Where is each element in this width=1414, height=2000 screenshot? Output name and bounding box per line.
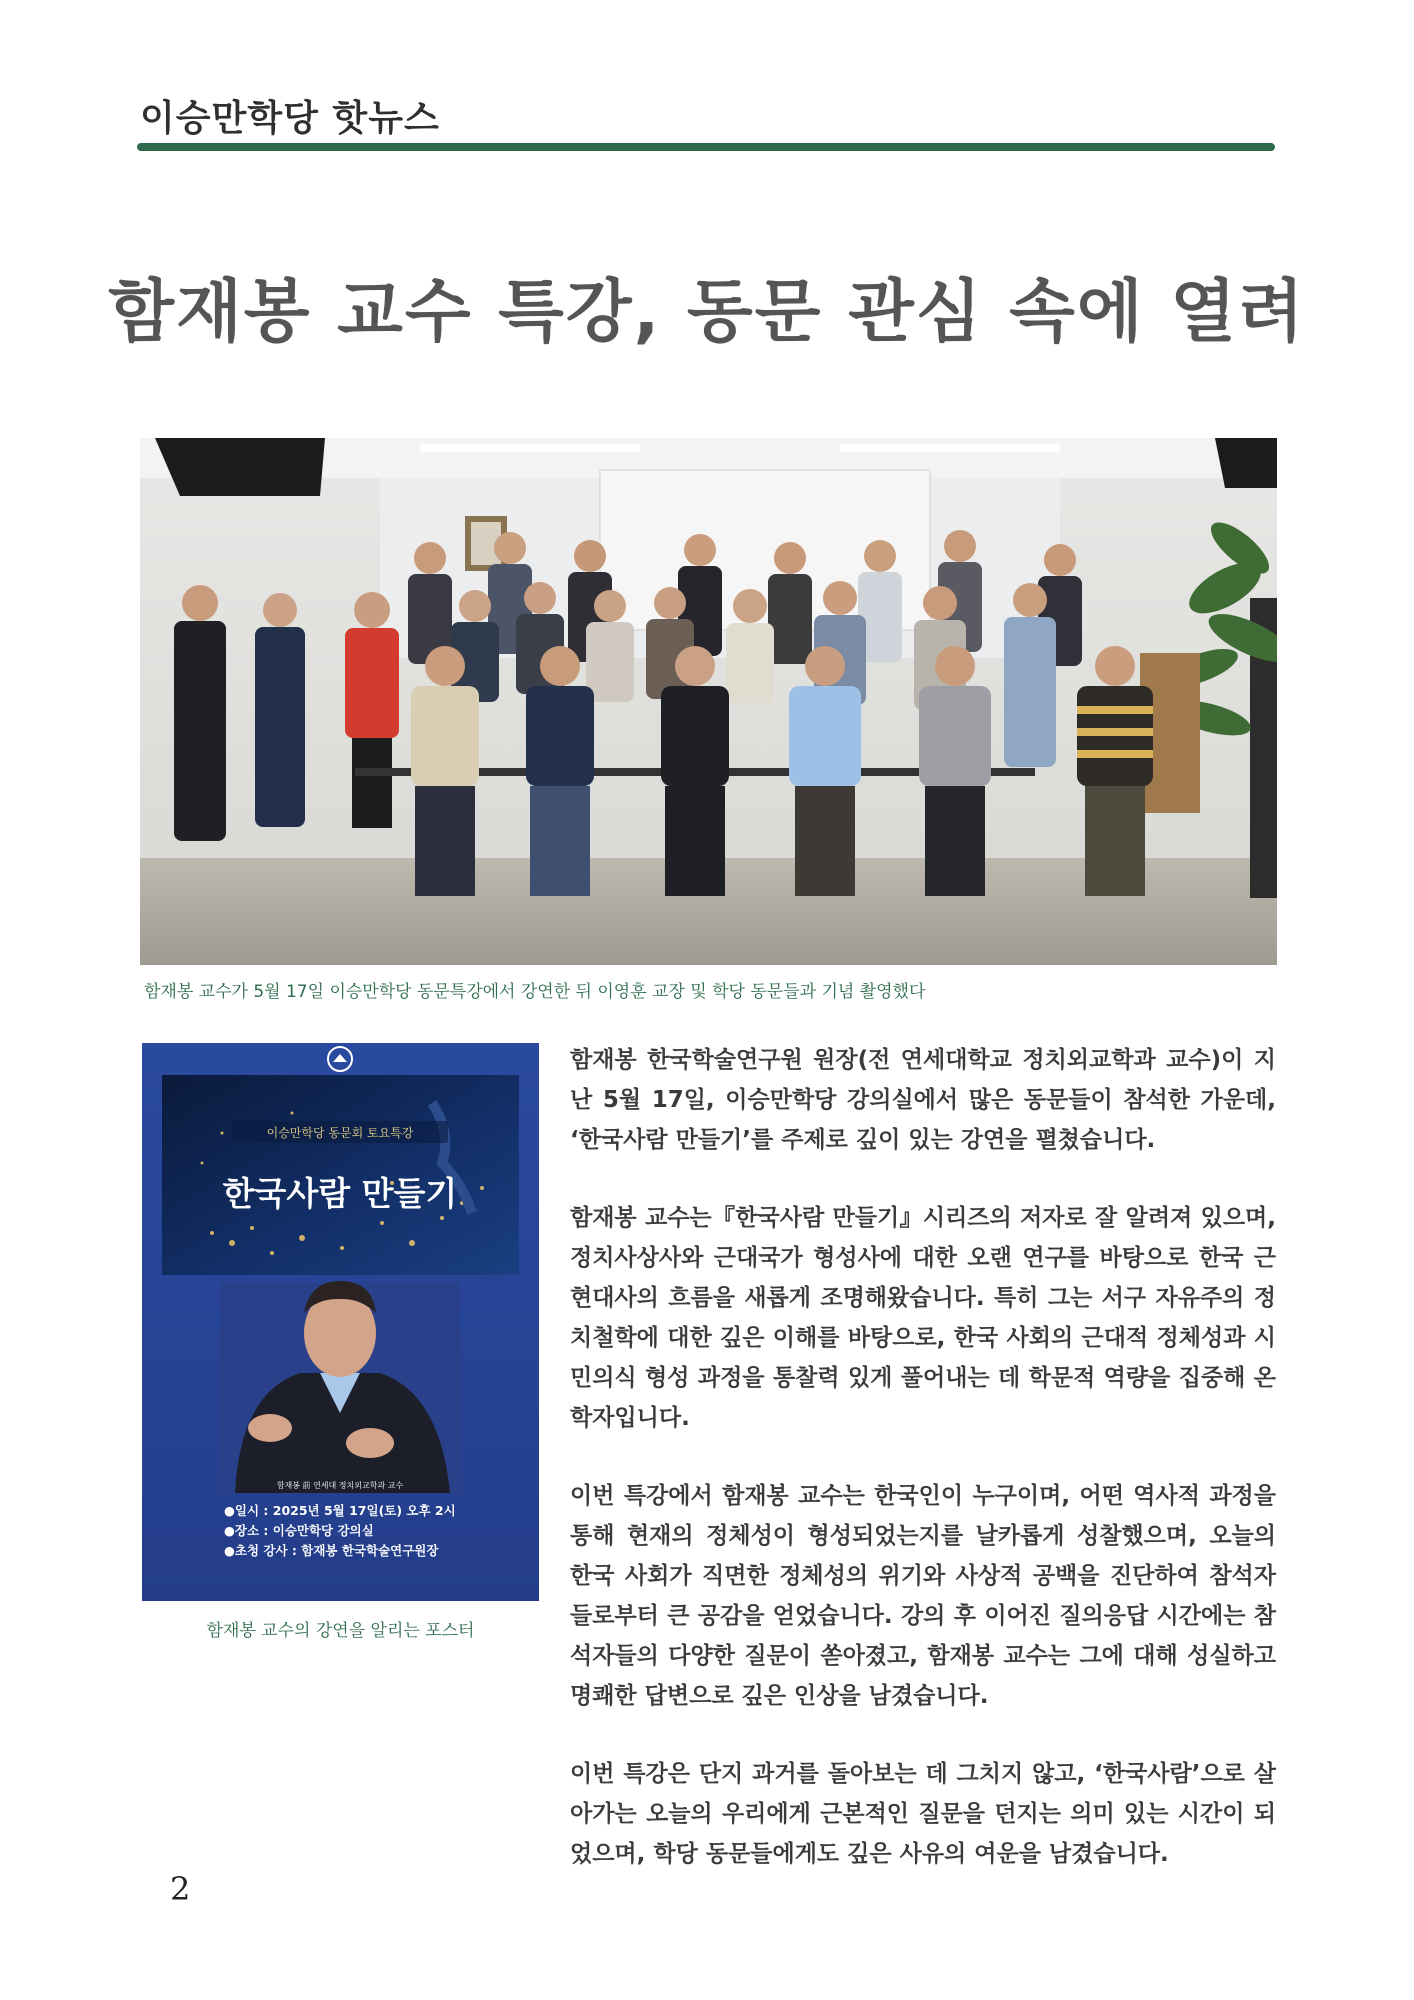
section-title: 이승만학당 핫뉴스 xyxy=(140,98,440,139)
poster-caption: 함재봉 교수의 강연을 알리는 포스터 xyxy=(206,1621,475,1641)
article-headline: 함재봉 교수 특강, 동문 관심 속에 열려 xyxy=(108,273,1306,352)
poster-title: 한국사람 만들기 xyxy=(222,1174,458,1213)
header-rule xyxy=(137,143,1275,151)
poster-detail-speaker: ●초청 강사 : 함재봉 한국학술연구원장 xyxy=(224,1543,439,1558)
article-paragraph: 이번 특강에서 함재봉 교수는 한국인이 누구이며, 어떤 역사적 과정을 통해 현재의 정체성이 형성되었는지를 날카롭게 성찰했으며, 오늘의 한국 사회가 직면한 정체성의 위기와 사상적 공백을 진단하여 참석자들로부터 큰 공감을 얻었습니다. 강의 후 이어진 질의응답 시간에는 참석자들의 다양한 질문이 쏟아졌고, 함재봉 교수는 그에 대해 성실하고 명쾌한 답변으로 깊은 인상을 남겼습니다. xyxy=(570,1483,1276,1709)
poster-series: 이승만학당 동문회 토요특강 xyxy=(266,1126,414,1140)
article-paragraph: 이번 특강은 단지 과거를 돌아보는 데 그치지 않고, ‘한국사람’으로 살아가는 오늘의 우리에게 근본적인 질문을 던지는 의미 있는 시간이 되었으며, 학당 동문들에게도 깊은 사유의 여운을 남겼습니다. xyxy=(570,1761,1276,1867)
article-paragraph: 함재봉 한국학술연구원 원장(전 연세대학교 정치외교학과 교수)이 지난 5월 17일, 이승만학당 강의실에서 많은 동문들이 참석한 가운데, ‘한국사람 만들기’를 주제로 깊이 있는 강연을 펼쳤습니다. xyxy=(570,1047,1276,1153)
poster-detail-date: ●일시 : 2025년 5월 17일(토) 오후 2시 xyxy=(224,1503,456,1518)
photo-caption: 함재봉 교수가 5월 17일 이승만학당 동문특강에서 강연한 뒤 이영훈 교장 및 학당 동문들과 기념 촬영했다 xyxy=(144,982,926,1002)
lecture-poster xyxy=(142,1043,539,1601)
page-number: 2 xyxy=(170,1870,191,1908)
speaker-portrait xyxy=(220,1281,460,1493)
article-body xyxy=(570,1040,1276,1874)
article-paragraph: 함재봉 교수는『한국사람 만들기』시리즈의 저자로 잘 알려져 있으며, 정치사상사와 근대국가 형성사에 대한 오랜 연구를 바탕으로 한국 근현대사의 흐름을 새롭게 조명해왔습니다. 특히 그는 서구 자유주의 정치철학에 대한 깊은 이해를 바탕으로, 한국 사회의 근대적 정체성과 시민의식 형성 과정을 통찰력 있게 풀어내는 데 학문적 역량을 집중해 온 학자입니다. xyxy=(570,1205,1276,1431)
group-photo xyxy=(140,438,1277,965)
poster-speaker-label: 함재봉 前 연세대 정치외교학과 교수 xyxy=(276,1481,404,1490)
poster-detail-place: ●장소 : 이승만학당 강의실 xyxy=(224,1523,374,1538)
